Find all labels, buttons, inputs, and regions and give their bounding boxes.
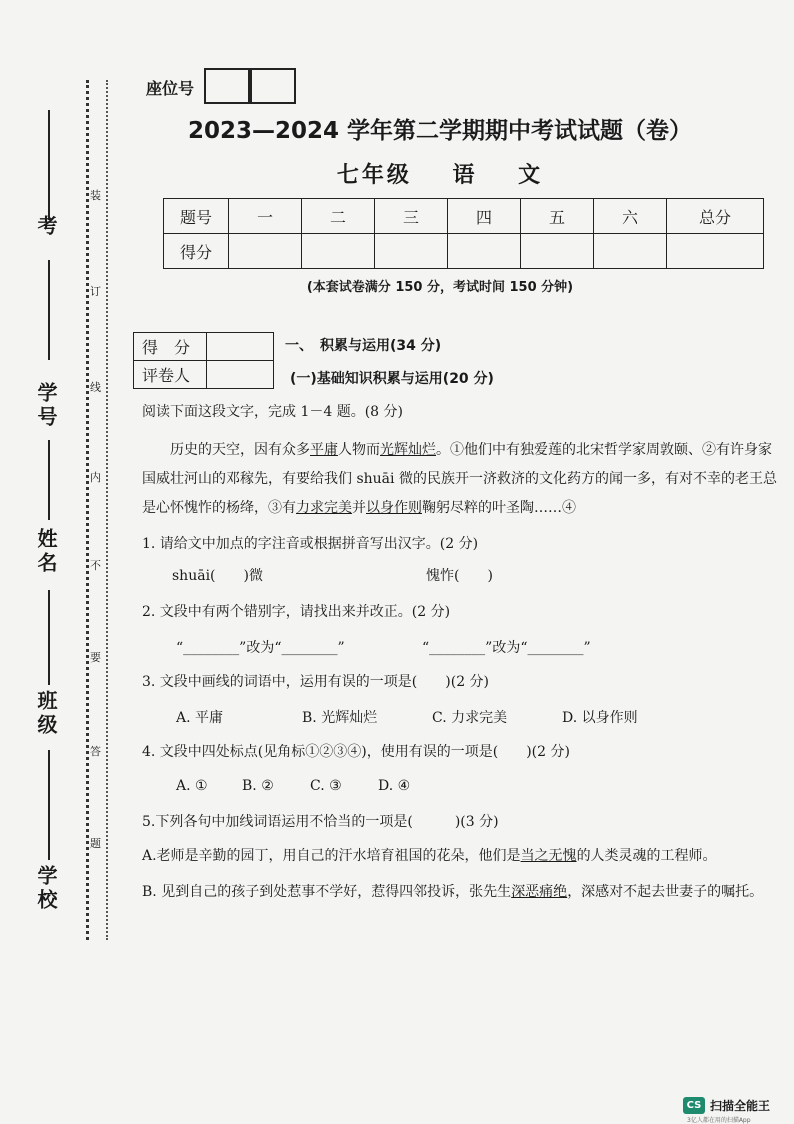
- binding-char: 订: [90, 282, 101, 300]
- score-cell[interactable]: [667, 234, 764, 269]
- score-header-cell: 三: [375, 199, 448, 234]
- scanner-app-name: 扫描全能王: [710, 1099, 771, 1113]
- binding-dotted-line: [106, 80, 108, 940]
- score-header-cell: 总分: [667, 199, 764, 234]
- score-cell[interactable]: [521, 234, 594, 269]
- grader-reviewer-cell[interactable]: [207, 361, 274, 389]
- question-3-option[interactable]: C. 力求完美: [432, 710, 508, 726]
- passage-underlined: 光辉灿烂: [380, 442, 436, 458]
- option-underlined: 当之无愧: [520, 848, 577, 864]
- question-3: 3. 文段中画线的词语中，运用有误的一项是( )(2 分): [142, 674, 490, 690]
- option-text: 的人类灵魂的工程师。: [576, 848, 717, 864]
- seat-box[interactable]: [248, 68, 296, 104]
- passage-text: 并: [352, 500, 366, 516]
- question-4-option[interactable]: D. ④: [378, 778, 411, 794]
- binding-char: 内: [90, 468, 101, 486]
- score-cell[interactable]: [594, 234, 667, 269]
- binding-char: 题: [90, 834, 101, 852]
- passage-underlined: 平庸: [310, 442, 338, 458]
- scanner-logo-icon: CS: [683, 1097, 705, 1114]
- question-4-option[interactable]: C. ③: [310, 778, 342, 794]
- passage-text: 历史的天空，因有众多: [170, 442, 310, 458]
- reading-passage: [142, 436, 782, 523]
- binding-char: 不: [90, 556, 101, 574]
- grader-reviewer-label: 评卷人: [134, 361, 207, 389]
- question-2: 2. 文段中有两个错别字，请找出来并改正。(2 分): [142, 604, 451, 620]
- score-cell[interactable]: [229, 234, 302, 269]
- score-row-label: 得分: [164, 234, 229, 269]
- binding-line: [48, 260, 50, 360]
- score-header-cell: 六: [594, 199, 667, 234]
- exam-subtitle: 七年级 语 文: [336, 163, 544, 188]
- binding-label-school: 学校: [34, 865, 58, 913]
- score-table: [163, 198, 764, 269]
- score-table-header-row: [164, 199, 764, 234]
- seat-box[interactable]: [204, 68, 252, 104]
- binding-line: [48, 110, 50, 220]
- question-1-blank-b[interactable]: 愧怍( ): [426, 568, 493, 584]
- binding-label-kao: 考: [34, 215, 58, 239]
- binding-line: [48, 590, 50, 685]
- question-5-option-b[interactable]: [142, 876, 782, 908]
- score-cell[interactable]: [448, 234, 521, 269]
- binding-char: 要: [90, 648, 101, 666]
- grader-score-label: 得 分: [134, 333, 207, 361]
- question-1-blank-a[interactable]: shuāi( )微: [172, 568, 263, 584]
- score-header-cell: 五: [521, 199, 594, 234]
- question-3-option[interactable]: A. 平庸: [176, 710, 224, 726]
- binding-char: 装: [90, 186, 101, 204]
- section-subheading: (一)基础知识积累与运用(20 分): [290, 371, 494, 387]
- question-3-option[interactable]: B. 光辉灿烂: [302, 710, 378, 726]
- reading-instruction: 阅读下面这段文字，完成 1－4 题。(8 分): [142, 404, 403, 420]
- passage-underlined: 以身作则: [366, 500, 422, 516]
- score-table-score-row: [164, 234, 764, 269]
- question-5-option-a[interactable]: [142, 842, 787, 870]
- score-header-cell: 二: [302, 199, 375, 234]
- question-3-option[interactable]: D. 以身作则: [562, 710, 638, 726]
- option-underlined: 深恶痛绝: [511, 884, 568, 900]
- binding-label-name: 姓名: [34, 528, 58, 576]
- passage-text: 人物而: [338, 442, 380, 458]
- binding-label-class: 班级: [34, 690, 58, 738]
- question-4-option[interactable]: B. ②: [242, 778, 274, 794]
- exam-note: (本套试卷满分 150 分，考试时间 150 分钟): [306, 280, 574, 295]
- grader-table: [133, 332, 274, 389]
- passage-text: 。①他们中有独爱莲的北宋哲学家周敦颐、②有许身家国威壮河山的邓稼先，有要给我们 shuāi 微的民族开一济救济的文化药方的闻一多，有对不幸的老王总是心怀愧怍的杨绛，③有: [142, 442, 777, 516]
- binding-line: [48, 750, 50, 860]
- option-text: B. 见到自己的孩子到处惹事不学好，惹得四邻投诉，张先生: [142, 884, 512, 900]
- binding-char: 线: [90, 378, 101, 396]
- scanner-tagline: 3亿人都在用的扫描App: [687, 1117, 751, 1124]
- binding-dotted-line: [86, 80, 89, 940]
- binding-line: [48, 440, 50, 520]
- seat-label: 座位号: [146, 79, 195, 98]
- question-2-blank-a[interactable]: “________”改为“________”: [176, 640, 345, 656]
- question-2-blank-b[interactable]: “________”改为“________”: [422, 640, 591, 656]
- score-cell[interactable]: [375, 234, 448, 269]
- option-text: A.老师是辛勤的园丁，用自己的汗水培育祖国的花朵，他们是: [142, 848, 521, 864]
- binding-char: 答: [90, 742, 101, 760]
- question-5: 5.下列各句中加线词语运用不恰当的一项是( )(3 分): [142, 814, 499, 830]
- question-4-option[interactable]: A. ①: [176, 778, 208, 794]
- question-4: 4. 文段中四处标点(见角标①②③④)，使用有误的一项是( )(2 分): [142, 744, 570, 760]
- option-text: ，深感对不起去世妻子的嘱托。: [567, 884, 764, 900]
- grader-score-cell[interactable]: [207, 333, 274, 361]
- score-header-cell: 题号: [164, 199, 229, 234]
- question-1: 1. 请给文中加点的字注音或根据拼音写出汉字。(2 分): [142, 536, 479, 552]
- score-header-cell: 四: [448, 199, 521, 234]
- section-heading: 一、 积累与运用(34 分): [285, 338, 442, 354]
- passage-text: 鞠躬尽粹的叶圣陶……④: [422, 500, 576, 516]
- score-header-cell: 一: [229, 199, 302, 234]
- score-cell[interactable]: [302, 234, 375, 269]
- exam-title: 2023—2024 学年第二学期期中考试试题（卷）: [187, 118, 693, 144]
- binding-label-student-id: 学号: [34, 382, 58, 430]
- passage-underlined: 力求完美: [296, 500, 352, 516]
